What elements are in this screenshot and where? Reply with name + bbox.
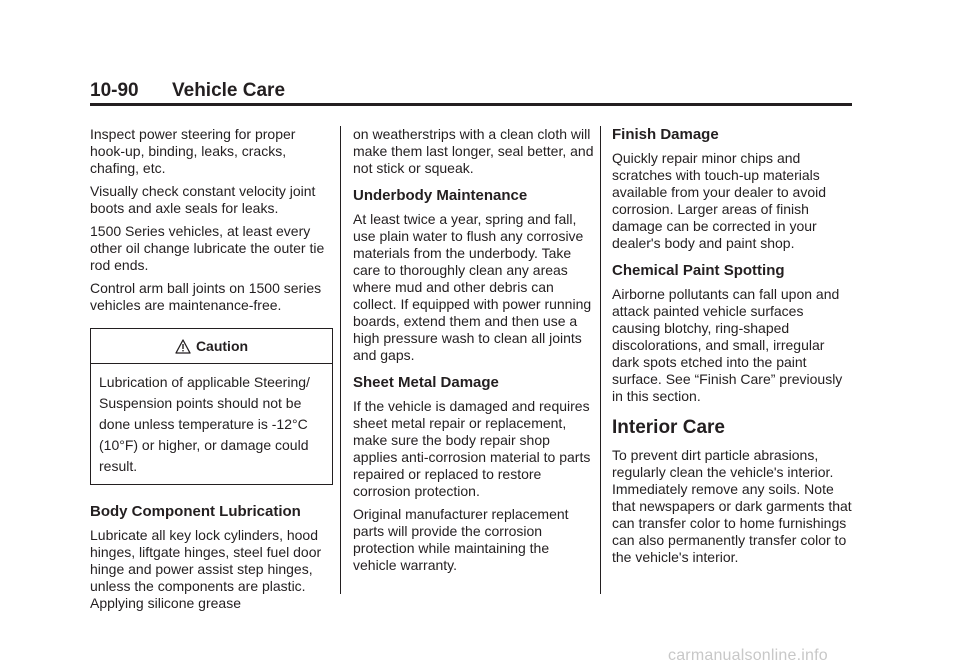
paragraph: Quickly repair minor chips and scratches with touch-up materials available from your dealer to avoid corrosion. Larger areas of finish damage can be corrected in your dealer's body and paint shop. — [612, 150, 827, 251]
page-number: 10-90 — [90, 80, 139, 101]
heading-interior-care: Interior Care — [612, 417, 725, 438]
paragraph: Control arm ball joints on 1500 series vehicles are maintenance-free. — [90, 280, 322, 313]
caution-title: Caution — [195, 338, 249, 354]
paragraph: on weatherstrips with a clean cloth will make them last longer, seal better, and not stick or squeak. — [353, 126, 594, 176]
caution-header — [91, 329, 332, 364]
paragraph: At least twice a year, spring and fall, use plain water to flush any corrosive materials from the underbody. Take care to thoroughly clean any areas where mud and other debris can collect. If equipped with power running boards, extend them and then use a high pressure wash to clean all joints and gaps. — [353, 211, 592, 363]
heading-body-component-lubrication: Body Component Lubrication — [90, 503, 301, 520]
paragraph: To prevent dirt particle abrasions, regularly clean the vehicle's interior. Immediately remove any soils. Note that newspapers or dark garments that can transfer color to home furnishings can also permanently transfer color to the vehicle's interior. — [612, 447, 852, 565]
heading-chemical-paint-spotting: Chemical Paint Spotting — [612, 262, 785, 279]
section-title: Vehicle Care — [172, 80, 286, 101]
paragraph: 1500 Series vehicles, at least every other oil change lubricate the outer tie rod ends. — [90, 223, 325, 273]
heading-finish-damage: Finish Damage — [612, 126, 719, 143]
watermark: carmanualsonline.info — [668, 647, 828, 664]
column-2 — [353, 126, 596, 580]
paragraph: Visually check constant velocity joint boots and axle seals for leaks. — [90, 183, 316, 216]
heading-sheet-metal-damage: Sheet Metal Damage — [353, 374, 499, 391]
warning-triangle-icon — [175, 339, 191, 354]
heading-underbody-maintenance: Underbody Maintenance — [353, 187, 528, 204]
header-rule — [90, 103, 852, 106]
column-3 — [612, 126, 855, 572]
paragraph: Airborne pollutants can fall upon and attack painted vehicle surfaces causing blotchy, ring-shaped discolorations, and small, irregular dark spots etched into the paint surface. See “Finish Care” previously in this section. — [612, 286, 843, 404]
column-1 — [90, 126, 333, 618]
paragraph: If the vehicle is damaged and requires sheet metal repair or replacement, make sure the body repair shop applies anti-corrosion material to parts repaired or replaced to restore corrosion protection. — [353, 398, 591, 499]
paragraph: Original manufacturer replacement parts will provide the corrosion protection while maintaining the vehicle warranty. — [353, 506, 569, 573]
paragraph: Inspect power steering for proper hook-up, binding, leaks, cracks, chafing, etc. — [90, 126, 296, 176]
caution-text: Lubrication of applicable Steering/ Suspension points should not be done unless temperature is -12°C (10°F) or higher, or damage could result. — [99, 374, 310, 474]
caution-box — [90, 328, 333, 485]
column-divider — [600, 126, 601, 594]
paragraph: Lubricate all key lock cylinders, hood hinges, liftgate hinges, steel fuel door hinge and power assist step hinges, unless the components are plastic. Applying silicone grease — [90, 527, 322, 611]
column-divider — [340, 126, 341, 594]
